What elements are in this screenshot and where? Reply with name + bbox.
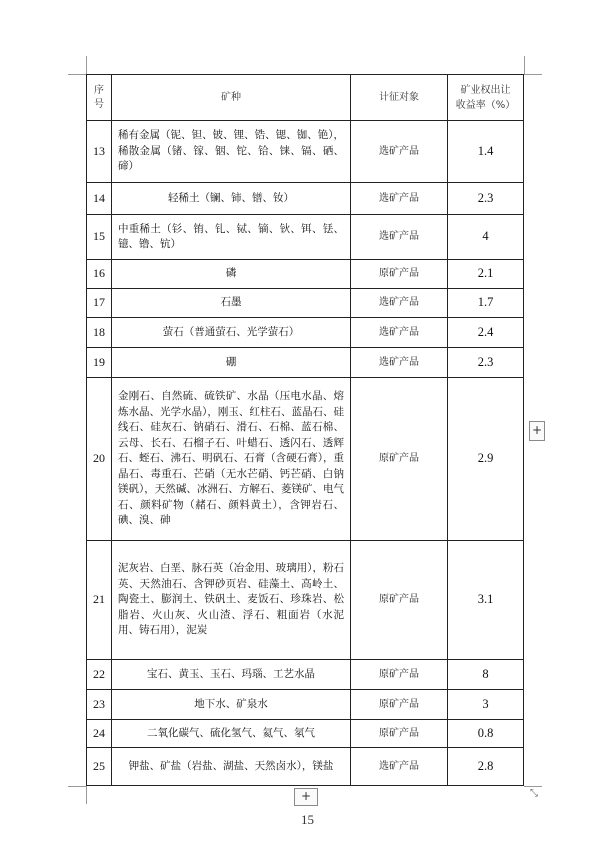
row-mineral: 稀有金属（铌、钽、铍、锂、锆、锶、铷、铯），稀散金属（锗、镓、铟、铊、铪、铼、镉、硒、碲） [112,121,351,183]
row-no: 13 [87,121,112,183]
table-row [87,121,524,183]
table-row [87,541,524,660]
row-object: 原矿产品 [351,260,448,289]
crop-mark-top-left-h [68,74,86,75]
header-mineral: 矿种 [112,75,351,121]
row-mineral: 宝石、黄玉、玉石、玛瑙、工艺水晶 [112,660,351,690]
row-mineral: 石墨 [112,289,351,318]
row-no: 16 [87,260,112,289]
row-mineral: 金刚石、自然硫、硫铁矿、水晶（压电水晶、熔炼水晶、光学水晶），刚玉、红柱石、蓝晶石、硅线石、硅灰石、钠硝石、滑石、石棉、蓝石棉、云母、长石、石榴子石、叶蜡石、透闪石、透辉石、蛭石、沸石、明矾石、石膏（含硬石膏），重晶石、毒重石、芒硝（无水芒硝、钙芒硝、白钠镁矾），天然碱、冰洲石、方解石、菱镁矿、电气石、颜料矿物（赭石、颜料黄土），含钾岩石、碘、溴、砷 [112,378,351,541]
row-no: 25 [87,748,112,786]
crop-mark-top-right-h [524,74,542,75]
row-object: 选矿产品 [351,318,448,348]
row-rate: 4 [448,215,524,260]
row-no: 17 [87,289,112,318]
row-no: 15 [87,215,112,260]
crop-mark-top-right-v [524,56,525,74]
row-rate: 1.4 [448,121,524,183]
row-mineral: 二氧化碳气、硫化氢气、氦气、氡气 [112,720,351,748]
row-no: 21 [87,541,112,660]
row-rate: 8 [448,660,524,690]
row-object: 原矿产品 [351,690,448,720]
row-mineral: 硼 [112,348,351,378]
row-no: 22 [87,660,112,690]
row-no: 18 [87,318,112,348]
header-rate: 矿业权出让 收益率（%） [448,75,524,121]
row-mineral: 中重稀土（钐、铕、钆、铽、镝、钬、铒、铥、镱、镥、钪） [112,215,351,260]
row-rate: 2.9 [448,378,524,541]
table-row [87,690,524,720]
page-number: 15 [301,812,314,827]
row-object: 选矿产品 [351,183,448,215]
row-no: 20 [87,378,112,541]
row-object: 选矿产品 [351,215,448,260]
row-object: 原矿产品 [351,660,448,690]
row-rate: 2.4 [448,318,524,348]
mineral-rate-table [86,74,524,786]
crop-mark-bottom-right-h [524,786,542,787]
row-rate: 3.1 [448,541,524,660]
table-row [87,720,524,748]
table-row [87,378,524,541]
row-object: 选矿产品 [351,289,448,318]
add-row-button[interactable]: + [294,788,318,806]
row-object: 选矿产品 [351,748,448,786]
row-rate: 3 [448,690,524,720]
row-no: 23 [87,690,112,720]
row-object: 原矿产品 [351,541,448,660]
table-row [87,289,524,318]
table-row [87,215,524,260]
table-row [87,318,524,348]
row-mineral: 磷 [112,260,351,289]
crop-mark-bottom-left-h [68,786,86,787]
crop-mark-top-left-v [86,56,87,74]
row-rate: 2.8 [448,748,524,786]
row-rate: 0.8 [448,720,524,748]
table-row [87,748,524,786]
row-mineral: 萤石（普通萤石、光学萤石） [112,318,351,348]
row-rate: 1.7 [448,289,524,318]
row-object: 原矿产品 [351,378,448,541]
table-row [87,660,524,690]
row-rate: 2.3 [448,348,524,378]
add-column-button[interactable]: + [529,421,545,441]
table-resize-icon[interactable]: ⤡ [530,788,538,799]
row-object: 选矿产品 [351,121,448,183]
row-no: 24 [87,720,112,748]
row-rate: 2.1 [448,260,524,289]
row-object: 选矿产品 [351,348,448,378]
header-no: 序 号 [87,75,112,121]
row-mineral: 钾盐、矿盐（岩盐、湖盐、天然卤水），镁盐 [112,748,351,786]
table-row [87,183,524,215]
header-object: 计征对象 [351,75,448,121]
row-mineral: 泥灰岩、白垩、脉石英（冶金用、玻璃用），粉石英、天然油石、含钾砂页岩、硅藻土、高岭土、陶瓷土、膨润土、铁矾土、麦饭石、珍珠岩、松脂岩、火山灰、火山渣、浮石、粗面岩（水泥用、铸石用），泥炭 [112,541,351,660]
table-row [87,348,524,378]
table-row [87,260,524,289]
row-no: 14 [87,183,112,215]
row-mineral: 地下水、矿泉水 [112,690,351,720]
row-object: 原矿产品 [351,720,448,748]
crop-mark-bottom-left-v [86,786,87,804]
row-rate: 2.3 [448,183,524,215]
row-mineral: 轻稀土（镧、铈、镨、钕） [112,183,351,215]
row-no: 19 [87,348,112,378]
table-header-row [87,75,524,121]
